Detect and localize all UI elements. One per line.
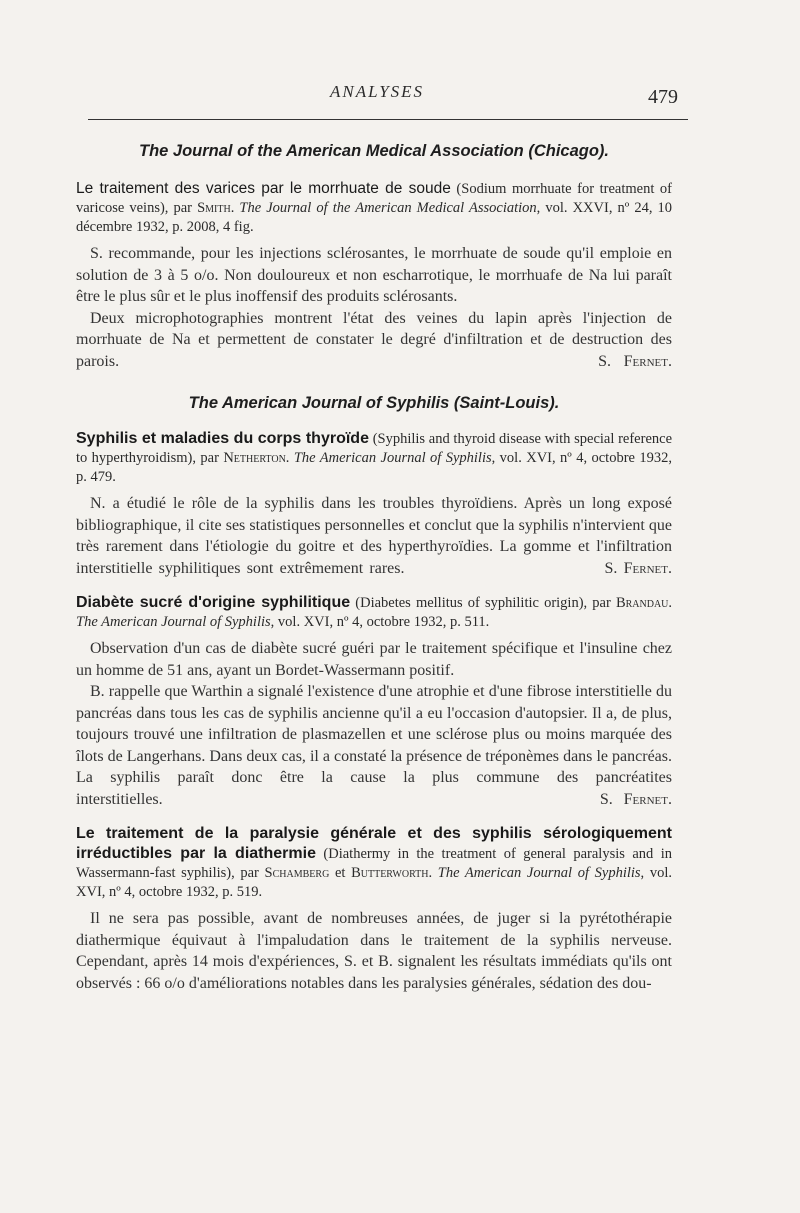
- page-number: 479: [648, 86, 678, 108]
- reference: , vol. XVI, nº 4, octobre 1932, p. 511.: [270, 614, 490, 630]
- journal-reference: The American Journal of Syphilis: [437, 865, 641, 881]
- paragraph-text: Deux microphotographies montrent l'état des veines du lapin après l'injection de morrhuate de Na et permettent de constater le degré d'infiltration et de destruction des parois.: [76, 309, 672, 370]
- page-header: [0, 82, 800, 112]
- original-title: (Diabetes mellitus of syphilitic origin), par: [350, 595, 616, 611]
- paragraph: [76, 681, 672, 810]
- header-rule: [88, 119, 688, 120]
- journal-reference: The American Journal of Syphilis: [293, 450, 492, 466]
- reference: , vol. XVI, nº 4, octobre 1932, p. 519.: [76, 865, 672, 900]
- author: Schamberg: [264, 865, 330, 881]
- journal-reference: The Journal of the American Medical Association: [239, 200, 537, 216]
- article-head: [76, 824, 672, 902]
- paragraph-text: N. a étudié le rôle de la syphilis dans les troubles thyroïdiens. Après un long exposé bibliographique, il cite ses statistiques personnelles et conclut que la syphilis n'intervient que très rarement dans l'étiologie du goitre et des hyperthyroïdies. La gomme et l'infiltration interstitielle syphilitiques sont extrêmement rares.: [76, 495, 672, 577]
- signature: S. Fernet.: [598, 352, 672, 370]
- article-title: Le traitement des varices par le morrhuate de soude: [76, 180, 451, 197]
- article-head: [76, 179, 672, 237]
- separator: .: [230, 200, 240, 216]
- paragraph: [76, 308, 672, 373]
- article-varices: [76, 179, 672, 372]
- paragraph: S. recommande, pour les injections sclérosantes, le morrhuate de soude qu'il emploie en solution de 3 à 5 o/o. Non douloureux et non escharrotique, le morrhuafe de Na lui paraît être le plus sûr et le plus inoffensif des produits sclérosants.: [76, 245, 672, 305]
- separator: .: [428, 865, 438, 881]
- paragraph: Il ne sera pas possible, avant de nombreuses années, de juger si la pyrétothérapie diathermique équivaut à l'impaludation dans le traitement de la syphilis nerveuse. Cependant, après 14 mois d'expériences, S. et B. signalent les résultats immédiats qu'ils ont observés : 66 o/o d'améliorations notables dans les paralysies générales, sédation des dou-: [76, 910, 672, 992]
- article-title: Syphilis et maladies du corps thyroïde: [76, 430, 369, 447]
- separator: .: [285, 450, 294, 466]
- original-title: (Diathermy in the treatment of general paralysis and in Wassermann-fast syphilis), par: [76, 846, 672, 881]
- article-diabete: [76, 593, 672, 810]
- signature: S. Fernet.: [599, 790, 672, 808]
- author: Brandau: [615, 595, 669, 611]
- article-title: Le traitement de la paralysie générale et des syphilis sérologiquement irréductibles par la diathermie: [76, 825, 672, 862]
- running-head: ANALYSES: [330, 82, 425, 101]
- article-title: Diabète sucré d'origine syphilitique: [76, 594, 351, 611]
- separator: .: [668, 595, 673, 611]
- paragraph: Observation d'un cas de diabète sucré guéri par le traitement spécifique et l'insuline chez un homme de 51 ans, ayant un Bordet-Wassermann positif.: [76, 640, 672, 679]
- paragraph: [76, 493, 672, 579]
- original-title: (Sodium morrhuate for treatment of varicose veins), par: [76, 181, 672, 216]
- article-paralysie: [76, 824, 672, 994]
- article-thyroide: [76, 429, 672, 579]
- author: Smith: [197, 200, 231, 216]
- original-title: (Syphilis and thyroid disease with special reference to hyperthyroidism), par: [76, 431, 673, 466]
- journal-heading-jama: The Journal of the American Medical Association (Chicago).: [138, 142, 610, 160]
- paragraph-text: B. rappelle que Warthin a signalé l'existence d'une atrophie et d'une fibrose interstitielle du pancréas dans tous les cas de syphilis ancienne qu'il a eu l'occasion d'autopsier. Il a, de plus, toujours trouvé une infiltration de plasmazellen et une sclérose plus ou moins marquée des îlots de Langerhans. Dans deux cas, il a constaté la présence de tréponèmes dans le pancréas. La syphilis paraît donc être la cause la plus commune des pancréatites interstitielles.: [76, 683, 672, 808]
- author: Netherton: [223, 450, 286, 466]
- signature: S. Fernet.: [604, 559, 672, 577]
- journal-reference: The American Journal of Syphilis: [76, 614, 271, 630]
- author: Butterworth: [351, 865, 429, 881]
- page-content: [76, 142, 672, 1008]
- article-head: [76, 429, 672, 487]
- reference: , vol. XVI, nº 4, octobre 1932, p. 479.: [76, 450, 672, 485]
- author-conjunction: et: [329, 865, 352, 881]
- article-head: [76, 593, 672, 632]
- journal-heading-syphilis: The American Journal of Syphilis (Saint-Louis).: [188, 394, 560, 412]
- reference: , vol. XXVI, nº 24, 10 décembre 1932, p. 2008, 4 fig.: [76, 200, 673, 235]
